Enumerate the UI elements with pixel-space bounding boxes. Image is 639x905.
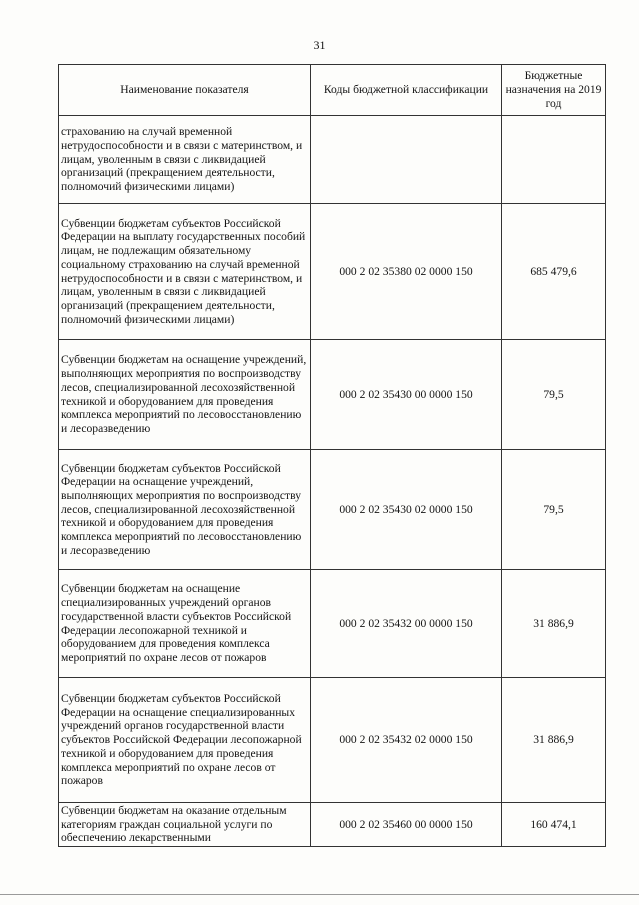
row-name: Субвенции бюджетам на оказание отдельным категориям граждан социальной услуги по обеспечению лекарственными xyxy=(59,803,311,847)
row-name: Субвенции бюджетам субъектов Российской Федерации на оснащение учреждений, выполняющих мероприятия по воспроизводству лесов, специализированной лесохозяйственной техникой и оборудованием для проведения комплекса мероприятий по лесовосстановлению и лесоразведению xyxy=(59,450,311,570)
row-code: 000 2 02 35432 00 0000 150 xyxy=(311,570,502,678)
page-number: 31 xyxy=(313,38,326,52)
table-row xyxy=(59,570,606,678)
row-code: 000 2 02 35380 02 0000 150 xyxy=(311,204,502,340)
row-code: 000 2 02 35460 00 0000 150 xyxy=(311,803,502,847)
table-header-row xyxy=(59,65,606,116)
row-code: 000 2 02 35430 02 0000 150 xyxy=(311,450,502,570)
row-name: страхованию на случай временной нетрудоспособности и в связи с материнством, и лицам, уволенным в связи с ликвидацией организаций (прекращением деятельности, полномочий физическими лицами) xyxy=(59,116,311,204)
row-amount: 685 479,6 xyxy=(502,204,606,340)
row-name: Субвенции бюджетам на оснащение учреждений, выполняющих мероприятия по воспроизводству лесов, специализированной лесохозяйственной техникой и оборудованием для проведения комплекса мероприятий по лесовосстановлению и лесоразведению xyxy=(59,340,311,450)
row-name: Субвенции бюджетам субъектов Российской Федерации на оснащение специализированных учреждений органов государственной власти субъектов Российской Федерации лесопожарной техникой и оборудованием для проведения комплекса мероприятий по охране лесов от пожаров xyxy=(59,678,311,803)
row-amount xyxy=(502,116,606,204)
row-amount: 160 474,1 xyxy=(502,803,606,847)
row-code xyxy=(311,116,502,204)
table-row xyxy=(59,678,606,803)
header-code: Коды бюджетной классификации xyxy=(311,65,502,116)
header-amount: Бюджетные назначения на 2019 год xyxy=(502,65,606,116)
row-amount: 31 886,9 xyxy=(502,570,606,678)
table-row xyxy=(59,204,606,340)
row-amount: 31 886,9 xyxy=(502,678,606,803)
row-name: Субвенции бюджетам субъектов Российской Федерации на выплату государственных пособий лицам, не подлежащим обязательному социальному страхованию на случай временной нетрудоспособности и в связи с материнством, и лицам, уволенным в связи с ликвидацией организаций (прекращением деятельности, полномочий физическими лицами) xyxy=(59,204,311,340)
header-name: Наименование показателя xyxy=(59,65,311,116)
row-name: Субвенции бюджетам на оснащение специализированных учреждений органов государственной власти субъектов Российской Федерации лесопожарной техникой и оборудованием для проведения комплекса мероприятий по охране лесов от пожаров xyxy=(59,570,311,678)
budget-table xyxy=(58,64,606,847)
table-row xyxy=(59,803,606,847)
table-row xyxy=(59,116,606,204)
row-code: 000 2 02 35432 02 0000 150 xyxy=(311,678,502,803)
bottom-rule xyxy=(0,894,639,895)
row-amount: 79,5 xyxy=(502,340,606,450)
table-row xyxy=(59,450,606,570)
row-code: 000 2 02 35430 00 0000 150 xyxy=(311,340,502,450)
row-amount: 79,5 xyxy=(502,450,606,570)
table-row xyxy=(59,340,606,450)
